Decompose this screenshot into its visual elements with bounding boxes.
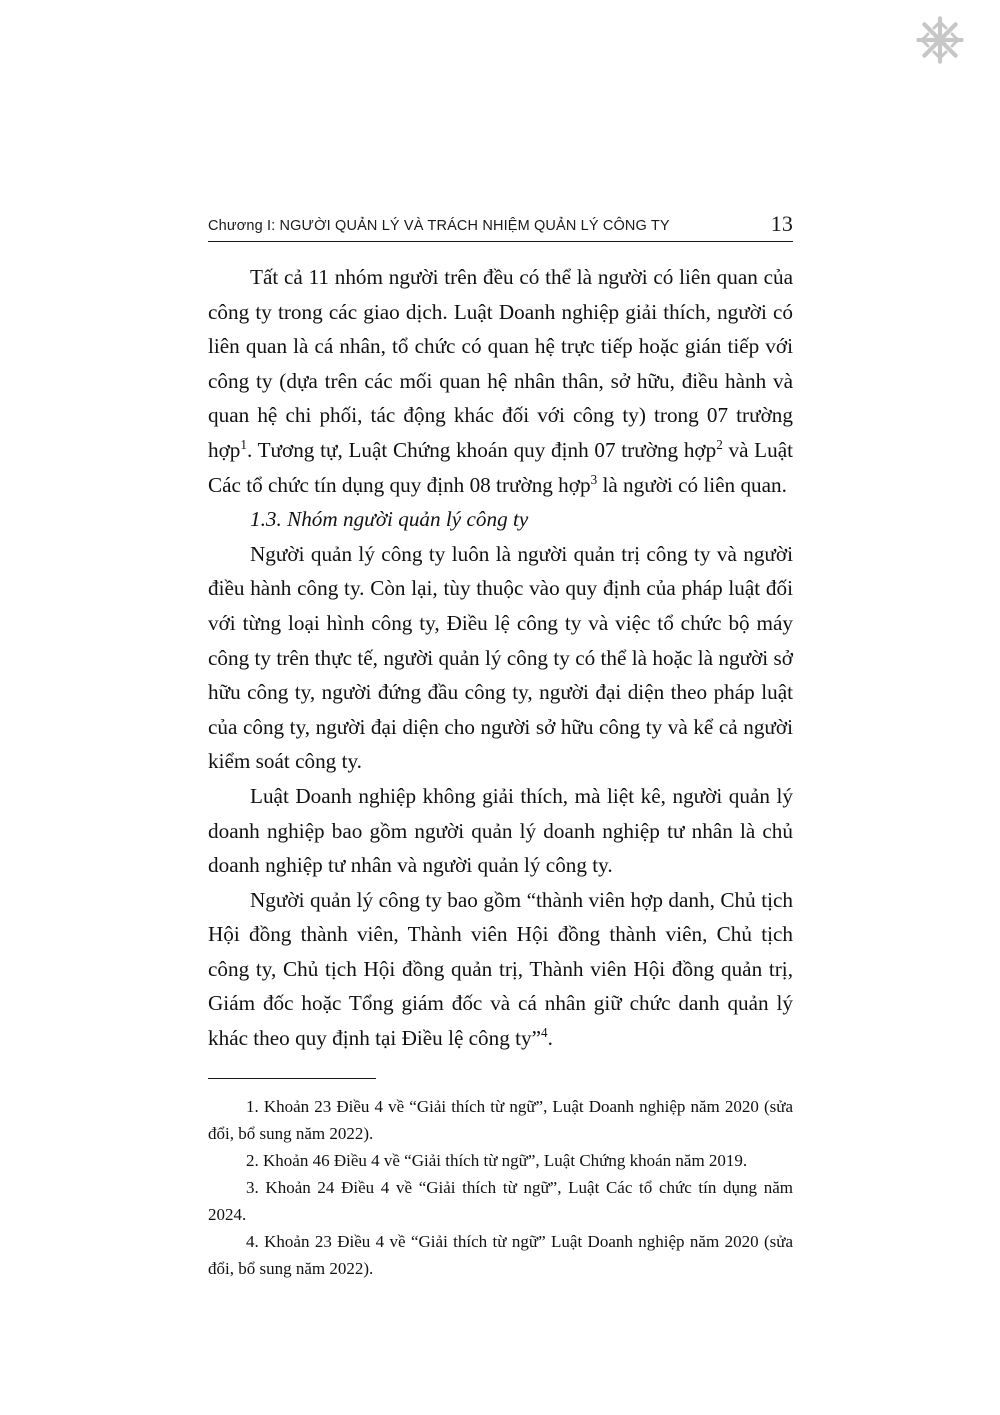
paragraph-4-tail: . bbox=[547, 1026, 553, 1051]
paragraph-1-part-c: và Luật Các tổ chức tín dụng quy định 08 trường hợp bbox=[208, 437, 794, 497]
footnote-ref-4[interactable]: 4 bbox=[541, 1025, 548, 1040]
paragraph-2: Người quản lý công ty luôn là người quản trị công ty và người điều hành công ty. Còn lại, tùy thuộc vào quy định của pháp luật đối với từng loại hình công ty, Điều lệ công ty và việc tổ chức bộ máy công ty trên thực tế, người quản lý công ty có thể là hoặc là người sở hữu công ty, người đứng đầu công ty, người đại diện theo pháp luật của công ty, người đại diện cho người sở hữu công ty và kể cả người kiểm soát công ty. bbox=[208, 541, 793, 774]
paragraph-1-part-d: là người có liên quan. bbox=[597, 472, 787, 497]
footnote-item-4: 4. Khoản 23 Điều 4 về “Giải thích từ ngữ” Luật Doanh nghiệp năm 2020 (sửa đổi, bổ sung năm 2022). bbox=[208, 1232, 793, 1279]
paragraph-1 bbox=[208, 260, 793, 502]
footnotes bbox=[208, 1093, 793, 1282]
footnote-separator bbox=[208, 1078, 376, 1079]
footnote-item-3: 3. Khoản 24 Điều 4 về “Giải thích từ ngữ”, Luật Các tổ chức tín dụng năm 2024. bbox=[208, 1178, 793, 1225]
paragraph-1-part-b: . Tương tự, Luật Chứng khoán quy định 07 trường hợp bbox=[246, 437, 717, 462]
paragraph-1-part-a: Tất cả 11 nhóm người trên đều có thể là người có liên quan của công ty trong các giao dịch. Luật Doanh nghiệp giải thích, người có liên quan là cá nhân, tổ chức có quan hệ trực tiếp hoặc gián tiếp với công ty (dựa trên các mối quan hệ nhân thân, sở hữu, điều hành và quan hệ chi phối, tác động khác đối với công ty) trong 07 trường hợp bbox=[208, 265, 793, 462]
snowflake-ornament-icon bbox=[910, 10, 970, 70]
footnote-ref-2[interactable]: 2 bbox=[716, 436, 723, 452]
body-text bbox=[208, 260, 793, 1056]
footnote-ref-1[interactable]: 1 bbox=[240, 436, 247, 452]
paragraph-3: Luật Doanh nghiệp không giải thích, mà liệt kê, người quản lý doanh nghiệp bao gồm người quản lý doanh nghiệp tư nhân là chủ doanh nghiệp tư nhân và người quản lý công ty. bbox=[208, 783, 793, 878]
running-head-title: Chương I: NGƯỜI QUẢN LÝ VÀ TRÁCH NHIỆM QUẢN LÝ CÔNG TY bbox=[208, 218, 670, 234]
section-subheading: 1.3. Nhóm người quản lý công ty bbox=[250, 507, 529, 532]
footnote-item-2: 2. Khoản 46 Điều 4 về “Giải thích từ ngữ”, Luật Chứng khoán năm 2019. bbox=[246, 1151, 748, 1171]
running-head bbox=[208, 212, 793, 242]
page-number: 13 bbox=[770, 211, 793, 236]
paragraph-4-text: Người quản lý công ty bao gồm “thành viên hợp danh, Chủ tịch Hội đồng thành viên, Thành viên Hội đồng thành viên, Chủ tịch công ty, Chủ tịch Hội đồng quản trị, Thành viên Hội đồng quản trị, Giám đốc hoặc Tổng giám đốc và cá nhân giữ chức danh quản lý khác theo quy định tại Điều lệ công ty” bbox=[208, 887, 793, 1051]
footnote-ref-3[interactable]: 3 bbox=[590, 471, 598, 487]
page-content bbox=[208, 212, 793, 1282]
footnote-item-1: 1. Khoản 23 Điều 4 về “Giải thích từ ngữ”, Luật Doanh nghiệp năm 2020 (sửa đổi, bổ sung năm 2022). bbox=[208, 1097, 793, 1144]
paragraph-4 bbox=[208, 883, 793, 1056]
